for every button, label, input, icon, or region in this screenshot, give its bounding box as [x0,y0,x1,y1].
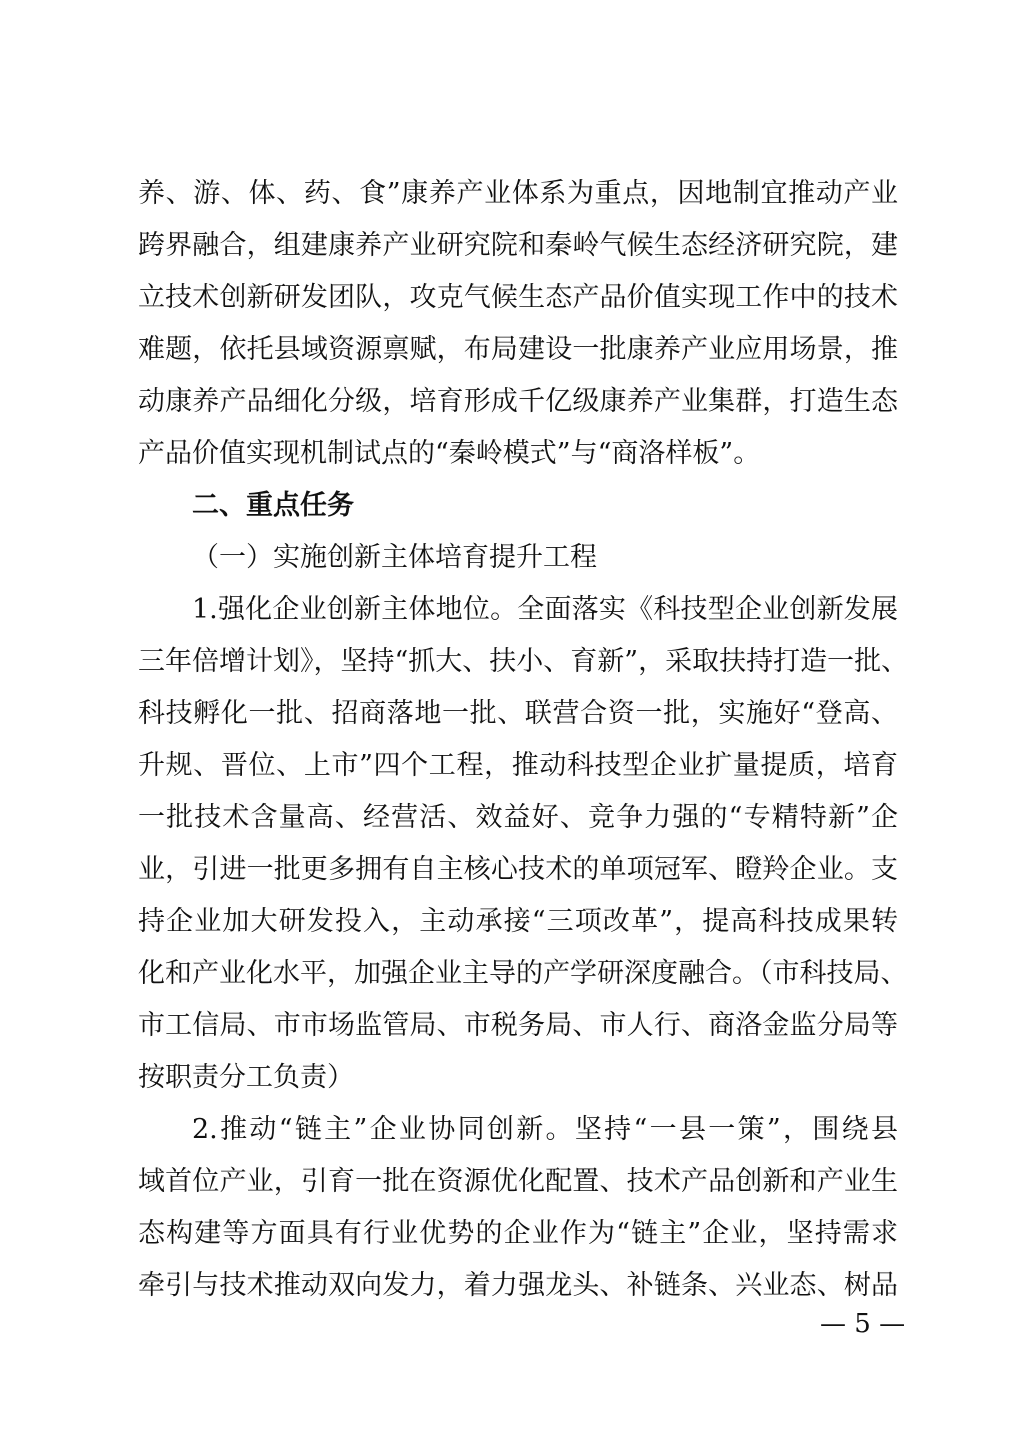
text-line: 持企业加大研发投入，主动承接“三项改革”，提高科技成果转 [138,906,898,937]
text-line: 科技孵化一批、招商落地一批、联营合资一批，实施好“登高、 [138,698,898,729]
page-number: — 5 — [820,1309,906,1339]
text-line: 域首位产业，引育一批在资源优化配置、技术产品创新和产业生 [138,1166,898,1197]
text-line: 三年倍增计划》，坚持“抓大、扶小、育新”，采取扶持打造一批、 [138,646,909,677]
text-line: 养、游、体、药、食”康养产业体系为重点，因地制宜推动产业 [138,178,898,209]
text-line: 产品价值实现机制试点的“秦岭模式”与“商洛样板”。 [138,438,761,469]
text-line: 跨界融合，组建康养产业研究院和秦岭气候生态经济研究院，建 [138,230,898,261]
text-line: 2.推动“链主”企业协同创新。坚持“一县一策”，围绕县 [192,1114,898,1145]
text-line: 牵引与技术推动双向发力，着力强龙头、补链条、兴业态、树品 [138,1270,898,1301]
section-heading: 二、重点任务 [192,490,354,521]
text-line: 市工信局、市市场监管局、市税务局、市人行、商洛金监分局等 [138,1010,898,1041]
text-line: 按职责分工负责） [138,1062,354,1093]
text-line: 立技术创新研发团队，攻克气候生态产品价值实现工作中的技术 [138,282,898,313]
text-line: 1.强化企业创新主体地位。全面落实《科技型企业创新发展 [192,594,898,625]
text-line: 化和产业化水平，加强企业主导的产学研深度融合。（市科技局、 [138,958,908,989]
subsection-heading: （一）实施创新主体培育提升工程 [192,542,597,573]
text-line: 一批技术含量高、经营活、效益好、竞争力强的“专精特新”企 [138,802,898,833]
text-line: 动康养产品细化分级，培育形成千亿级康养产业集群，打造生态 [138,386,898,417]
text-line: 升规、晋位、上市”四个工程，推动科技型企业扩量提质，培育 [138,750,898,781]
text-line: 态构建等方面具有行业优势的企业作为“链主”企业，坚持需求 [138,1218,898,1249]
text-line: 难题，依托县域资源禀赋，布局建设一批康养产业应用场景，推 [138,334,898,365]
text-line: 业，引进一批更多拥有自主核心技术的单项冠军、瞪羚企业。支 [138,854,898,885]
